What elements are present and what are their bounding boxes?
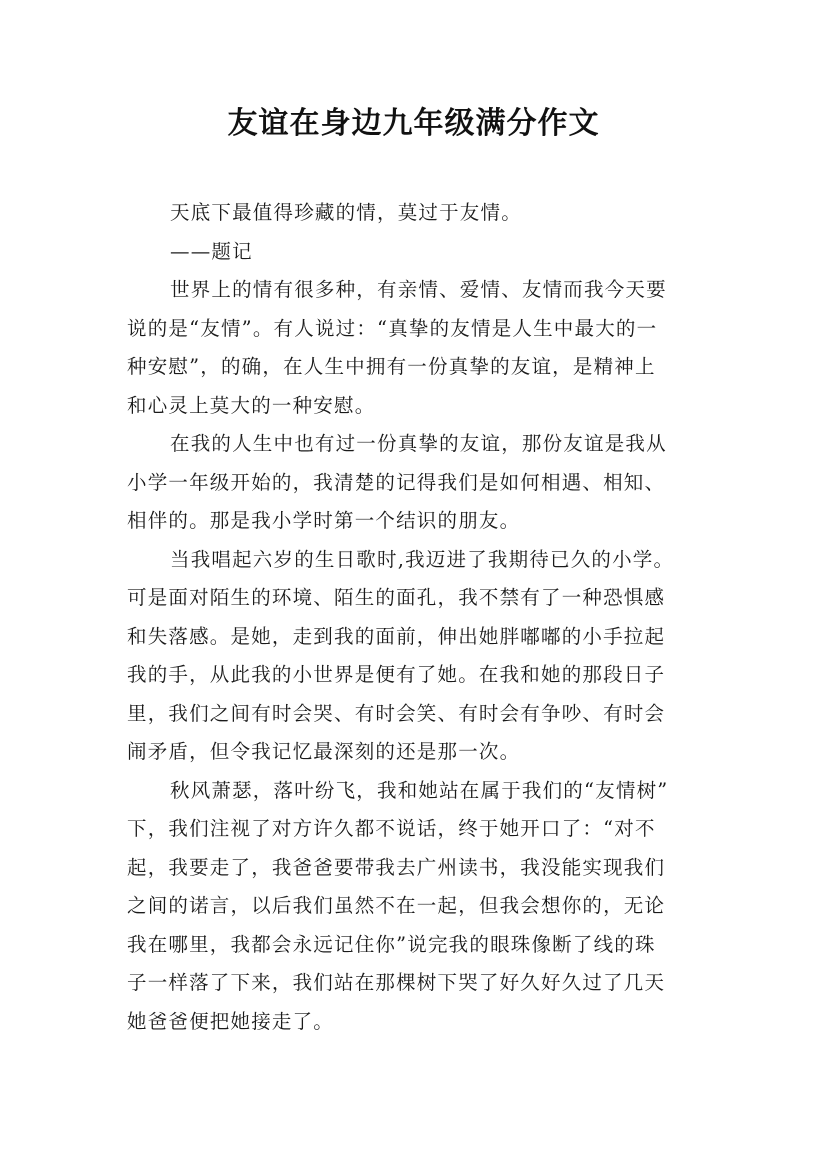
paragraph-line: 她爸爸便把她接走了。: [127, 1009, 335, 1033]
paragraph-line: 我在哪里，我都会永远记住你”说完我的眼珠像断了线的珠: [127, 932, 656, 956]
paragraph-line: 相伴的。那是我小学时第一个结识的朋友。: [127, 509, 521, 532]
epigraph-attribution: ——题记: [170, 239, 253, 263]
paragraph-line: 起，我要走了，我爸爸要带我去广州读书，我没能实现我们: [127, 855, 666, 879]
paragraph-line: 说的是“友情”。有人说过：“真挚的友情是人生中最大的一: [127, 316, 658, 340]
paragraph-line: 之间的诺言，以后我们虽然不在一起，但我会想你的，无论: [127, 894, 666, 917]
paragraph-line: 可是面对陌生的环境、陌生的面孔，我不禁有了一种恐惧感: [127, 586, 666, 609]
paragraph-line: 里，我们之间有时会哭、有时会笑、有时会有争吵、有时会: [127, 701, 666, 725]
epigraph-line: 天底下最值得珍藏的情，莫过于友情。: [170, 201, 522, 224]
paragraph-line: 我的手，从此我的小世界是便有了她。在我和她的那段日子: [127, 663, 666, 686]
document-body: [127, 194, 717, 1041]
paragraph-line: 下，我们注视了对方许久都不说话，终于她开口了：“对不: [127, 817, 656, 840]
paragraph-line: 秋风萧瑟，落叶纷飞，我和她站在属于我们的“友情树”: [170, 778, 669, 802]
paragraph-line: 种安慰”，的确，在人生中拥有一份真挚的友谊，是精神上: [127, 355, 656, 378]
paragraph-line: 和失落感。是她，走到我的面前，伸出她胖嘟嘟的小手拉起: [127, 624, 666, 648]
paragraph-line: 世界上的情有很多种，有亲情、爱情、友情而我今天要: [170, 278, 667, 301]
paragraph-line: 小学一年级开始的，我清楚的记得我们是如何相遇、相知、: [127, 470, 666, 494]
paragraph-line: 闹矛盾，但令我记忆最深刻的还是那一次。: [127, 740, 521, 763]
paragraph-line: 和心灵上莫大的一种安慰。: [127, 393, 376, 417]
paragraph-line: 子一样落了下来，我们站在那棵树下哭了好久好久过了几天: [127, 971, 666, 994]
document-title: 友谊在身边九年级满分作文: [227, 106, 600, 141]
paragraph-line: 当我唱起六岁的生日歌时,我迈进了我期待已久的小学。: [170, 547, 675, 571]
paragraph-line: 在我的人生中也有过一份真挚的友谊，那份友谊是我从: [170, 432, 667, 455]
